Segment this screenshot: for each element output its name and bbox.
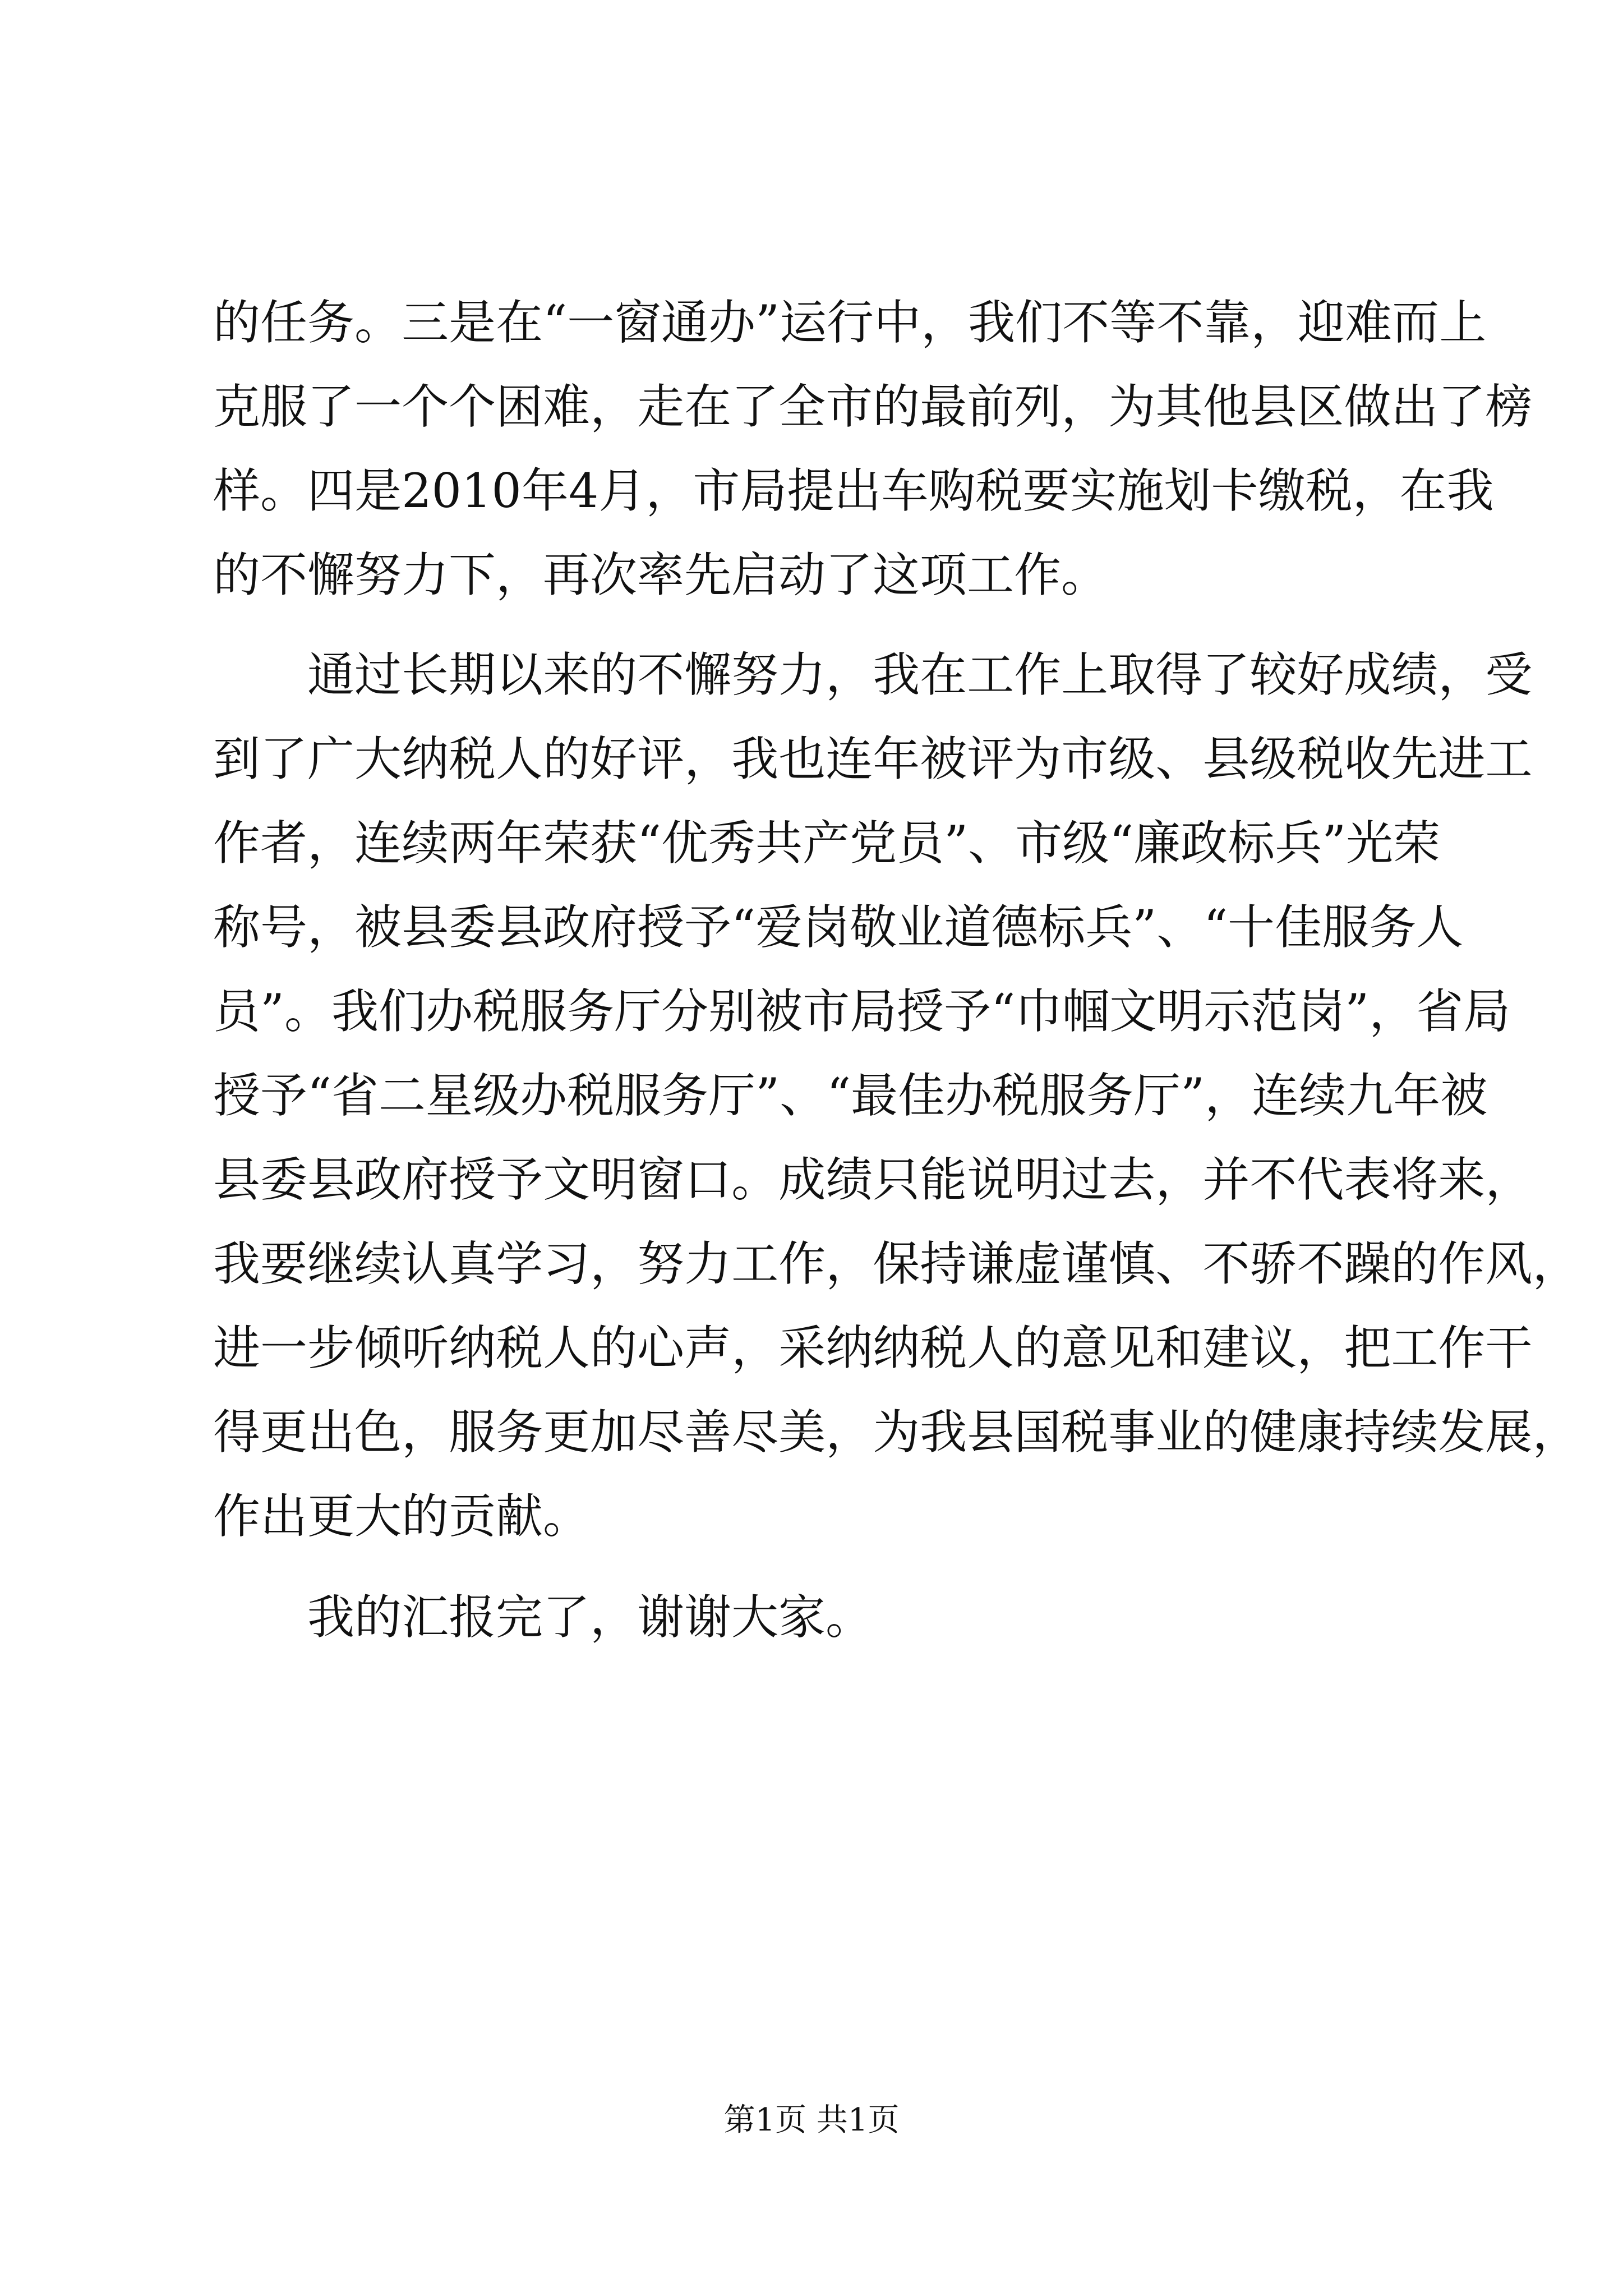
text-line: 得 更 出 色 ， 服 务 更 加 尽 善 尽 美 ， 为 我 县 国 税 事 业 的 健 康 持 续 发 展 ，: [213, 1405, 1580, 1460]
text-line: 称 号 ， 被 县 委 县 政 府 授 予 “ 爱 岗 敬 业 道 德 标 兵 ” 、 “ 十 佳 服 务 人: [213, 900, 1464, 955]
text-line: 通 过 长 期 以 来 的 不 懈 努 力 ， 我 在 工 作 上 取 得 了 较 好 成 绩 ， 受: [307, 647, 1533, 702]
text-line: 授 予 “ 省 二 星 级 办 税 服 务 厅 ” 、 “ 最 佳 办 税 服 务 厅 ” ， 连 续 九 年 被: [213, 1068, 1488, 1123]
text-line: 作出更大的贡献。: [213, 1489, 591, 1544]
text-line: 作 者 ， 连 续 两 年 荣 获 “ 优 秀 共 产 党 员 ” 、 市 级 “ 廉 政 标 兵 ” 光 荣: [213, 816, 1441, 871]
text-line: 我 要 继 续 认 真 学 习 ， 努 力 工 作 ， 保 持 谦 虚 谨 慎 、 不 骄 不 躁 的 作 风 ，: [213, 1236, 1580, 1291]
text-line: 员 ” 。 我 们 办 税 服 务 厅 分 别 被 市 局 授 予 “ 巾 帼 文 明 示 范 岗 ” ， 省 局: [213, 984, 1511, 1039]
text-line: 克 服 了 一 个 个 困 难 ， 走 在 了 全 市 的 最 前 列 ， 为 其 他 县 区 做 出 了 榜: [213, 379, 1533, 434]
text-line: 的 任 务 。 三 是 在 “ 一 窗 通 办 ” 运 行 中 ， 我 们 不 等 不 靠 ， 迎 难 而 上: [213, 295, 1487, 350]
text-line: 到 了 广 大 纳 税 人 的 好 评 ， 我 也 连 年 被 评 为 市 级 、 县 级 税 收 先 进 工: [213, 731, 1533, 786]
text-line: 我的汇报完了，谢谢大家。: [307, 1590, 873, 1645]
page-footer: 第1页 共1页: [723, 2102, 900, 2138]
text-line: 县 委 县 政 府 授 予 文 明 窗 口 。 成 绩 只 能 说 明 过 去 ， 并 不 代 表 将 来 ，: [213, 1152, 1533, 1207]
text-line: 进 一 步 倾 听 纳 税 人 的 心 声 ， 采 纳 纳 税 人 的 意 见 和 建 议 ， 把 工 作 干: [213, 1320, 1533, 1375]
text-line: 样 。 四 是 2 0 1 0 年 4 月 ， 市 局 提 出 车 购 税 要 实 施 划 卡 缴 税 ， 在 我: [213, 463, 1494, 518]
text-line: 的不懈努力下，再次率先启动了这项工作。: [213, 547, 1109, 602]
